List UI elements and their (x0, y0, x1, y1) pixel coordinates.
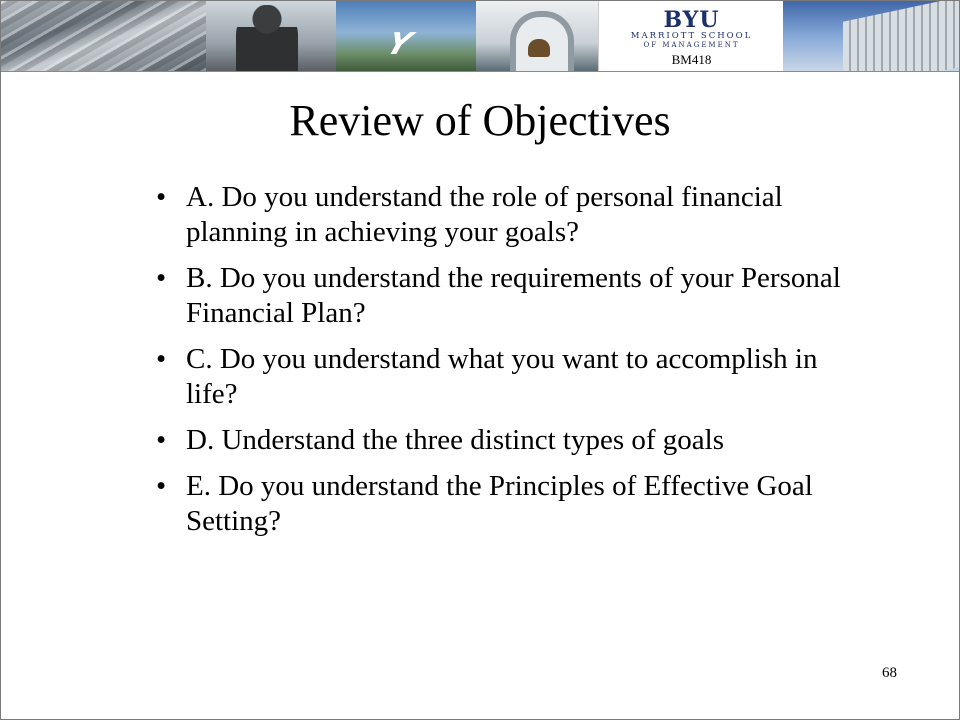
glass-building-photo (1, 1, 206, 71)
byu-logo (598, 1, 785, 71)
slide-title: Review of Objectives (289, 96, 671, 145)
objective-item: • B. Do you understand the requirements of your Personal Financial Plan? (156, 261, 876, 331)
course-code: BM418 (671, 52, 712, 67)
logo-school: OF MANAGEMENT (643, 41, 740, 49)
mountain-y-photo: Y (336, 1, 476, 71)
objective-item: • E. Do you understand the Principles of Effective Goal Setting? (156, 469, 876, 539)
page-number: 68 (882, 665, 897, 681)
building-photo (783, 1, 959, 71)
statue-photo (206, 1, 336, 71)
header-banner (1, 1, 959, 71)
logo-byu: BYU (663, 7, 720, 33)
objective-item: • D. Understand the three distinct types of goals (156, 423, 876, 458)
header-divider (1, 71, 959, 72)
objectives-list (156, 180, 876, 550)
bell-tower-photo (476, 1, 598, 71)
objective-item: • C. Do you understand what you want to accomplish in life? (156, 342, 876, 412)
objective-item: • A. Do you understand the role of personal financial planning in achieving your goals? (156, 180, 876, 250)
logo-marriott: MARRIOTT SCHOOL (630, 31, 753, 41)
